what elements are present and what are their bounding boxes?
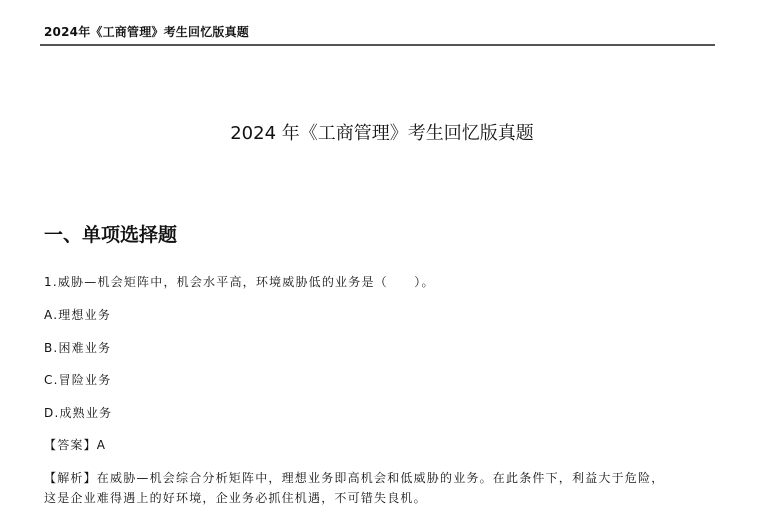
running-header: 2024年《工商管理》考生回忆版真题 bbox=[44, 25, 249, 39]
answer-line: 【答案】A bbox=[44, 438, 107, 452]
option-b: B.困难业务 bbox=[44, 341, 112, 355]
question-stem: 1.威胁—机会矩阵中，机会水平高，环境威胁低的业务是（ ）。 bbox=[44, 275, 435, 289]
document-title: 2024 年《工商管理》考生回忆版真题 bbox=[230, 123, 534, 144]
header-divider bbox=[40, 44, 715, 46]
section-heading: 一、单项选择题 bbox=[44, 224, 178, 246]
analysis-line-2: 这是企业难得遇上的好环境，企业务必抓住机遇，不可错失良机。 bbox=[44, 491, 427, 505]
option-c: C.冒险业务 bbox=[44, 373, 112, 387]
option-d: D.成熟业务 bbox=[44, 406, 113, 420]
analysis-line-1: 【解析】在威胁—机会综合分析矩阵中，理想业务即高机会和低威胁的业务。在此条件下，利益大于危险， bbox=[44, 471, 665, 485]
option-a: A.理想业务 bbox=[44, 308, 112, 322]
